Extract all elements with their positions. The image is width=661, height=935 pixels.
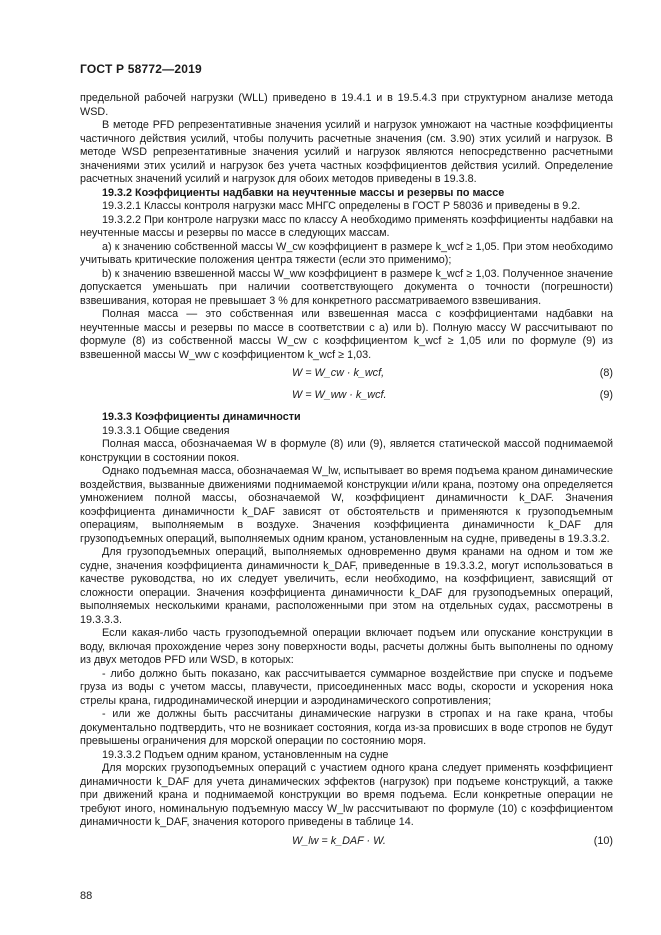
paragraph: Полная масса, обозначаемая W в формуле (8) или (9), является статической массой поднимаемой конструкции в состоянии покоя. — [80, 438, 613, 464]
page-number: 88 — [80, 890, 93, 902]
formula-9 — [80, 386, 613, 406]
list-item-a: а) к значению собственной массы W_cw коэффициент в размере k_wcf ≥ 1,05. При этом необходимо учитывать критические положения центра тяжести (если это применимо); — [80, 240, 613, 266]
formula-number: (9) — [599, 389, 613, 401]
formula-number: (10) — [593, 834, 613, 847]
paragraph: 19.3.2.2 При контроле нагрузки масс по классу А необходимо применять коэффициенты надбавки на неучтенные массы и резервы по массе в следующих массам. — [80, 213, 613, 239]
section-heading-19-3-2: 19.3.2 Коэффициенты надбавки на неучтенные массы и резервы по массе — [102, 186, 505, 199]
paragraph: Для грузоподъемных операций, выполняемых одновременно двумя кранами на одном и том же судне, значения коэффициента динамичности k_DAF, приведенные в 19.3.3.2, могут использоваться в качестве руководства, но их следует увеличить, если необходимо, на коэффициент, зависящий от сложности операции. Значения коэффициента динамичности k_DAF для грузоподъемных операций, выполняемых несколькими кранами, расположенными при этом на отдельных судах, рассмотрены в 19.3.3.3. — [80, 546, 613, 626]
formula-expression: W = W_ww · k_wcf. — [292, 389, 387, 401]
paragraph: Если какая-либо часть грузоподъемной операции включает подъем или опускание конструкции в воду, включая прохождение через зону поверхности воды, расчеты должны быть выполнены по одному из двух методов PFD или WSD, в которых: — [80, 627, 613, 666]
list-item: - или же должны быть рассчитаны динамические нагрузки в стропах и на гаке крана, чтобы документально подтвердить, что не возникает состояния, когда из-за провисших в воде стропов не будут превышены ограничения для морской операции по состоянию моря. — [80, 708, 613, 747]
subsection-title: 19.3.3.2 Подъем одним краном, установленным на судне — [102, 748, 389, 761]
page-body — [80, 92, 613, 852]
paragraph: Однако подъемная масса, обозначаемая W_lw, испытывает во время подъема краном динамические воздействия, вызванные движениями поднимаемой конструкции и/или крана, поэтому она определяется умножением полной массы, обозначаемой W, коэффициент динамичности k_DAF. Значения коэффициента динамичности k_DAF зависят от обстоятельств и применяются к грузоподъемным операциям, выполняемым в воздухе. Значения коэффициента динамичности k_DAF для грузоподъемных операций, выполняемых одним краном, установленным на судне, приведены в 19.3.3.2. — [80, 465, 613, 545]
section-heading-19-3-3: 19.3.3 Коэффициенты динамичности — [102, 411, 301, 423]
formula-expression: W = W_cw · k_wcf, — [292, 367, 385, 379]
list-item: - либо должно быть показано, как рассчитывается суммарное воздействие при спуске и подъеме груза из воды с учетом массы, плавучести, присоединенных масс воды, скорости и ускорения нока стрелы крана, гидродинамической инерции и аэродинамического сопротивления; — [80, 667, 613, 707]
formula-expression: W_lw = k_DAF · W. — [292, 834, 386, 847]
paragraph: Для морских грузоподъемных операций с участием одного крана следует применять коэффициент динамичности k_DAF для учета динамических эффектов (нагрузок) при подъеме конструкций, а также при движений крана и поднимаемой конструкции во время подъема. Если конкретные операции не требуют иного, номинальную подъемную массу W_lw рассчитывают по формуле (10) с коэффициентом динамичности k_DAF, значения которого приведены в таблице 14. — [80, 762, 613, 828]
paragraph: 19.3.2.1 Классы контроля нагрузки масс МНГС определены в ГОСТ Р 58036 и приведены в 9.2. — [102, 200, 581, 212]
document-header: ГОСТ Р 58772—2019 — [80, 62, 202, 76]
list-item-b: b) к значению взвешенной массы W_ww коэффициент в размере k_wcf ≥ 1,03. Полученное значение допускается уменьшать при наличии соответствующего документа о точности (погрешности) взвешивания, которая не превышает 3 % для конкретного рассматриваемого взвешивания. — [80, 267, 613, 307]
formula-10 — [80, 832, 613, 852]
paragraph: В методе PFD репрезентативные значения усилий и нагрузок умножают на частные коэффициенты частичного действия усилий, чтобы получить расчетные значения (см. 3.90) этих усилий и нагрузок. В методе WSD репрезентативные значения усилий и нагрузок являются непосредственно расчетными значениями этих усилий и нагрузок без учета частных коэффициентов действия усилий. Определение расчетных значений усилий и нагрузок для обоих методов приведены в 19.3.8. — [80, 119, 613, 185]
paragraph: предельной рабочей нагрузки (WLL) приведено в 19.4.1 и в 19.5.4.3 при структурном анализе метода WSD. — [80, 92, 613, 118]
paragraph: Полная масса — это собственная или взвешенная масса с коэффициентами надбавки на неучтенные массы и резервы по массе в соответствии с а) или b). Полную массу W рассчитывают по формуле (8) из собственной массы W_cw с коэффициентом k_wcf ≥ 1,05 или по формуле (9) из взвешенной массы W_ww с коэффициентом k_wcf ≥ 1,03. — [80, 308, 613, 361]
formula-number: (8) — [599, 367, 613, 379]
formula-8 — [80, 364, 613, 384]
subsection-title: 19.3.3.1 Общие сведения — [102, 424, 230, 437]
